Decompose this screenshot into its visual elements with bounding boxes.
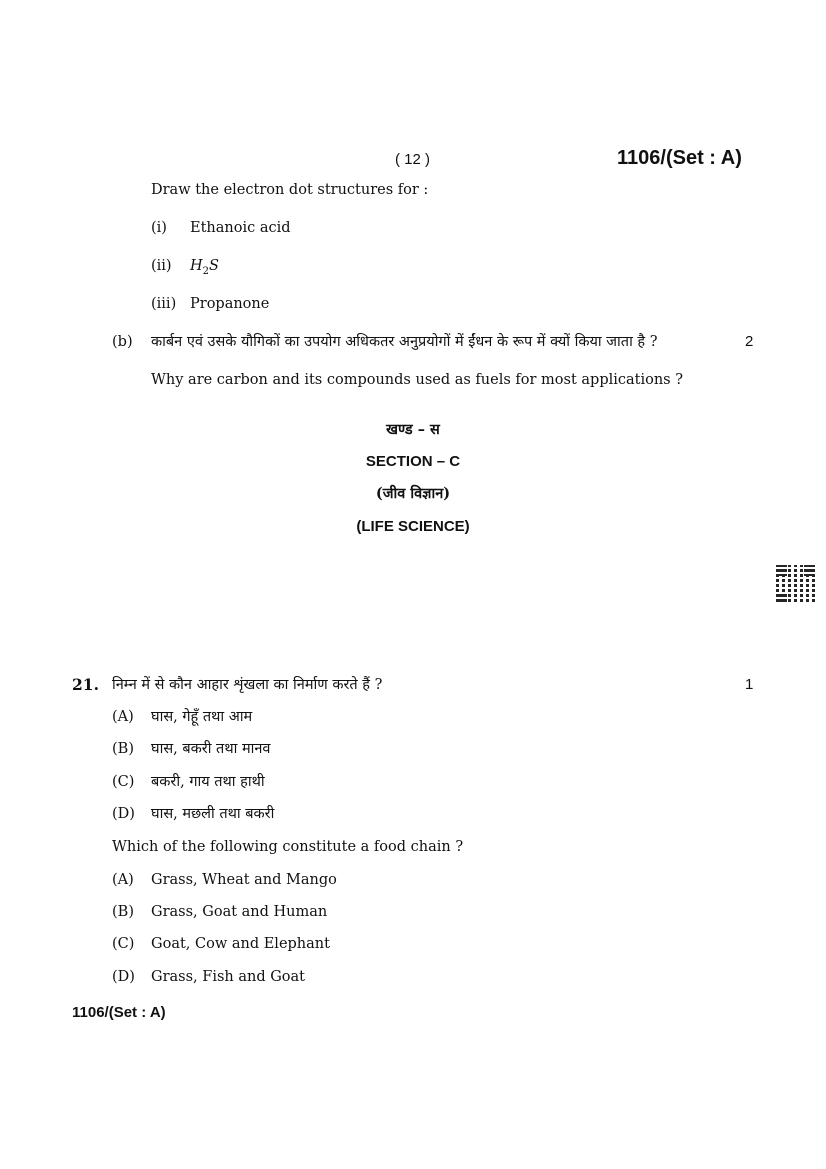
list-item xyxy=(151,218,291,238)
question-label: (b) xyxy=(112,334,133,350)
qr-code xyxy=(776,565,815,604)
option-text: Grass, Goat and Human xyxy=(151,904,328,920)
option-text: Grass, Wheat and Mango xyxy=(151,872,337,888)
option-text: घास, बकरी तथा मानव xyxy=(151,741,271,757)
option-hindi-d xyxy=(112,804,274,824)
item-label: (iii) xyxy=(151,296,177,312)
marks: 1 xyxy=(745,676,754,693)
question-english: Why are carbon and its compounds used as fuels for most applications ? xyxy=(151,372,683,388)
option-text: Grass, Fish and Goat xyxy=(151,969,306,985)
section-title: SECTION – C xyxy=(365,453,461,470)
section-hindi-subject: (जीव विज्ञान) xyxy=(375,485,451,502)
option-label: (D) xyxy=(112,806,135,822)
option-english-b xyxy=(112,902,327,922)
item-text: Ethanoic acid xyxy=(190,220,291,236)
formula-subscript: 2 xyxy=(202,265,210,277)
option-english-a xyxy=(112,870,337,890)
option-label: (A) xyxy=(112,872,134,888)
option-hindi-b xyxy=(112,739,271,759)
option-label: (A) xyxy=(112,709,134,725)
formula-s: S xyxy=(209,258,219,274)
paper-code-footer: 1106/(Set : A) xyxy=(72,1004,166,1021)
question-prompt: Draw the electron dot structures for : xyxy=(151,182,429,198)
option-label: (B) xyxy=(112,741,134,757)
option-text: घास, गेहूँ तथा आम xyxy=(151,709,253,725)
section-hindi-title: खण्ड – स xyxy=(386,421,440,438)
option-label: (C) xyxy=(112,936,135,952)
item-label: (i) xyxy=(151,220,167,236)
option-hindi-c xyxy=(112,772,265,792)
question-hindi: निम्न में से कौन आहार शृंखला का निर्माण करते हैं ? xyxy=(112,677,383,693)
option-text: घास, मछली तथा बकरी xyxy=(151,806,275,822)
option-label: (C) xyxy=(112,774,135,790)
marks: 2 xyxy=(745,333,754,350)
option-text: बकरी, गाय तथा हाथी xyxy=(151,774,265,790)
option-label: (D) xyxy=(112,969,135,985)
option-text: Goat, Cow and Elephant xyxy=(151,936,330,952)
option-hindi-a xyxy=(112,707,252,727)
question-hindi: कार्बन एवं उसके यौगिकों का उपयोग अधिकतर अनुप्रयोगों में ईंधन के रूप में क्यों किया जाता है ? xyxy=(151,334,658,350)
option-english-c xyxy=(112,934,330,954)
option-label: (B) xyxy=(112,904,134,920)
list-item xyxy=(151,256,219,282)
section-subject: (LIFE SCIENCE) xyxy=(356,518,470,535)
question-english: Which of the following constitute a food chain ? xyxy=(112,839,464,855)
page-number: ( 12 ) xyxy=(395,151,431,168)
question-number: 21. xyxy=(72,675,99,694)
list-item xyxy=(151,294,269,314)
formula-h: H xyxy=(190,258,203,274)
option-english-d xyxy=(112,967,305,987)
item-label: (ii) xyxy=(151,258,172,274)
paper-code-header: 1106/(Set : A) xyxy=(617,147,742,169)
item-text: Propanone xyxy=(190,296,270,312)
